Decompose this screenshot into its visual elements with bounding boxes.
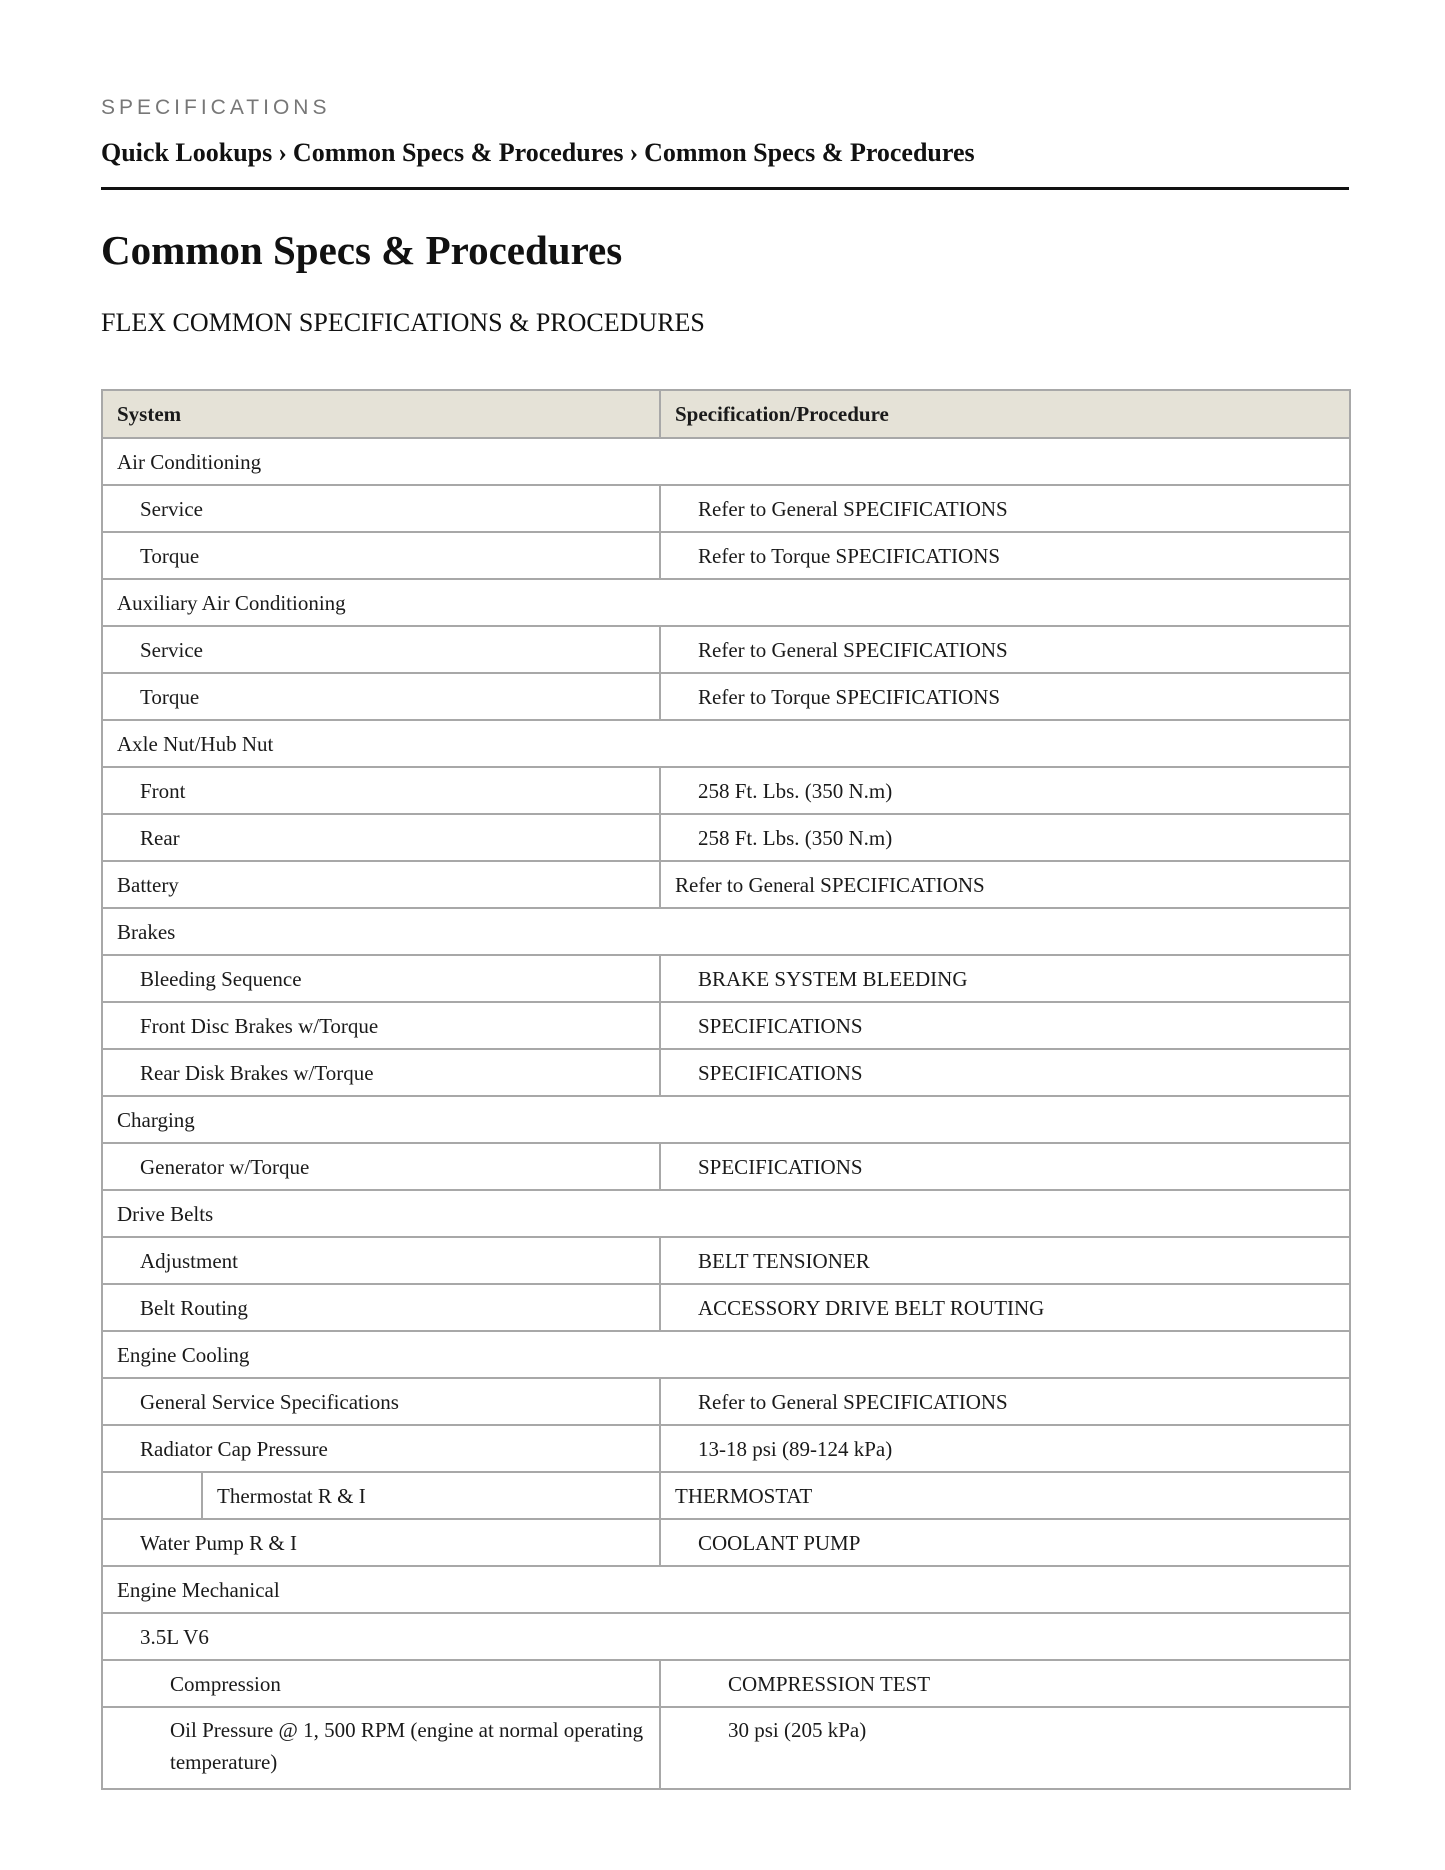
system-cell: Torque	[102, 532, 660, 579]
table-row	[102, 1707, 1350, 1789]
spec-link[interactable]: COMPRESSION TEST	[660, 1660, 1350, 1707]
table-row	[102, 1660, 1350, 1707]
system-cell: Compression	[102, 1660, 660, 1707]
spec-link[interactable]: COOLANT PUMP	[660, 1519, 1350, 1566]
table-row	[102, 1049, 1350, 1096]
system-cell: Service	[102, 485, 660, 532]
spec-link[interactable]: SPECIFICATIONS	[660, 1049, 1350, 1096]
column-header-spec: Specification/Procedure	[660, 390, 1350, 438]
table-row	[102, 1519, 1350, 1566]
spec-link[interactable]: Refer to General SPECIFICATIONS	[660, 1378, 1350, 1425]
system-cell: Rear Disk Brakes w/Torque	[102, 1049, 660, 1096]
table-row	[102, 1237, 1350, 1284]
page-title: Common Specs & Procedures	[101, 227, 623, 273]
spec-link[interactable]: BELT TENSIONER	[660, 1237, 1350, 1284]
spec-link[interactable]: Refer to General SPECIFICATIONS	[660, 626, 1350, 673]
group-label: Auxiliary Air Conditioning	[102, 579, 1350, 626]
group-label: Air Conditioning	[102, 438, 1350, 485]
system-cell: Front	[102, 767, 660, 814]
table-header-row	[102, 390, 1350, 438]
table-row	[102, 814, 1350, 861]
group-label: Engine Cooling	[102, 1331, 1350, 1378]
spec-value: 13-18 psi (89-124 kPa)	[660, 1425, 1350, 1472]
group-label: Drive Belts	[102, 1190, 1350, 1237]
system-cell: Service	[102, 626, 660, 673]
system-cell: Generator w/Torque	[102, 1143, 660, 1190]
table-row	[102, 955, 1350, 1002]
system-cell: Rear	[102, 814, 660, 861]
table-row	[102, 673, 1350, 720]
system-cell: Belt Routing	[102, 1284, 660, 1331]
system-cell: Radiator Cap Pressure	[102, 1425, 660, 1472]
system-cell: Oil Pressure @ 1, 500 RPM (engine at normal operating temperature)	[102, 1707, 660, 1789]
spec-link[interactable]: SPECIFICATIONS	[660, 1002, 1350, 1049]
table-row	[102, 1284, 1350, 1331]
table-row	[102, 1378, 1350, 1425]
spec-link[interactable]: Refer to Torque SPECIFICATIONS	[660, 673, 1350, 720]
table-group-row	[102, 720, 1350, 767]
spec-link[interactable]: Refer to General SPECIFICATIONS	[660, 861, 1350, 908]
breadcrumb-separator: ›	[278, 138, 287, 167]
table-row	[102, 1425, 1350, 1472]
table-row	[102, 861, 1350, 908]
system-cell: Adjustment	[102, 1237, 660, 1284]
system-cell: Water Pump R & I	[102, 1519, 660, 1566]
spec-link[interactable]: Refer to General SPECIFICATIONS	[660, 485, 1350, 532]
table-row	[102, 1472, 1350, 1519]
spec-link[interactable]: Refer to Torque SPECIFICATIONS	[660, 532, 1350, 579]
group-label: Engine Mechanical	[102, 1566, 1350, 1613]
spec-value: 258 Ft. Lbs. (350 N.m)	[660, 767, 1350, 814]
spec-value: 30 psi (205 kPa)	[660, 1707, 1350, 1789]
spec-link[interactable]: ACCESSORY DRIVE BELT ROUTING	[660, 1284, 1350, 1331]
spec-link[interactable]: BRAKE SYSTEM BLEEDING	[660, 955, 1350, 1002]
breadcrumb-separator: ›	[629, 138, 639, 167]
group-label: Brakes	[102, 908, 1350, 955]
group-label: Charging	[102, 1096, 1350, 1143]
table-group-row	[102, 1096, 1350, 1143]
system-label: Thermostat R & I	[217, 1483, 366, 1508]
system-cell: Front Disc Brakes w/Torque	[102, 1002, 660, 1049]
breadcrumb-item[interactable]: Common Specs & Procedures	[292, 138, 624, 167]
table-row	[102, 485, 1350, 532]
table-group-row	[102, 1190, 1350, 1237]
table-row	[102, 626, 1350, 673]
table-group-row	[102, 579, 1350, 626]
specs-table	[101, 389, 1351, 1790]
spec-link[interactable]: SPECIFICATIONS	[660, 1143, 1350, 1190]
section-eyebrow: SPECIFICATIONS	[101, 96, 331, 119]
system-cell: Bleeding Sequence	[102, 955, 660, 1002]
system-cell	[102, 1472, 660, 1519]
page-subtitle: FLEX COMMON SPECIFICATIONS & PROCEDURES	[101, 308, 705, 337]
table-group-row	[102, 438, 1350, 485]
column-header-system: System	[102, 390, 660, 438]
table-group-row	[102, 908, 1350, 955]
system-cell: Battery	[102, 861, 660, 908]
table-row	[102, 767, 1350, 814]
table-group-row	[102, 1331, 1350, 1378]
table-subgroup-row	[102, 1613, 1350, 1660]
system-cell: General Service Specifications	[102, 1378, 660, 1425]
breadcrumb	[101, 138, 975, 168]
breadcrumb-item-current: Common Specs & Procedures	[644, 138, 975, 167]
table-row	[102, 1002, 1350, 1049]
table-group-row	[102, 1566, 1350, 1613]
header-divider	[101, 187, 1349, 190]
system-cell: Torque	[102, 673, 660, 720]
subgroup-label: 3.5L V6	[102, 1613, 1350, 1660]
spec-link[interactable]: THERMOSTAT	[660, 1472, 1350, 1519]
group-label: Axle Nut/Hub Nut	[102, 720, 1350, 767]
spec-value: 258 Ft. Lbs. (350 N.m)	[660, 814, 1350, 861]
table-row	[102, 532, 1350, 579]
table-row	[102, 1143, 1350, 1190]
empty-subcell	[103, 1473, 203, 1518]
breadcrumb-item[interactable]: Quick Lookups	[101, 138, 273, 167]
